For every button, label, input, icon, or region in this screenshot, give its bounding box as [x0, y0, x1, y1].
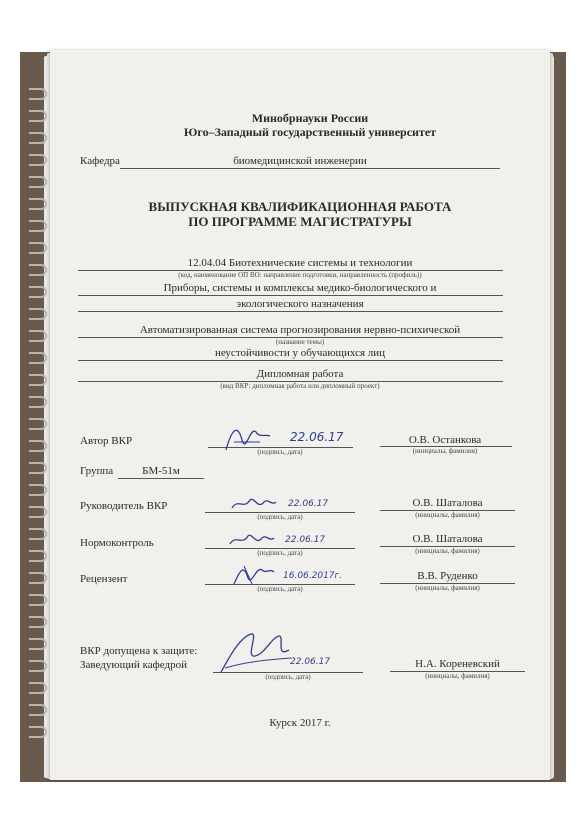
group-label: Группа [80, 465, 114, 477]
head-date: 22.06.17 [290, 657, 331, 667]
reviewer-name: В.В. Руденко [417, 570, 478, 582]
topic-line-2: неустойчивости у обучающихся лиц [214, 347, 386, 359]
title-line-1: ВЫПУСКНАЯ КВАЛИФИКАЦИОННАЯ РАБОТА [148, 199, 452, 214]
supervisor-name-caption: (инициалы, фамилия) [415, 511, 480, 519]
direction-caption: (код, наименование ОП ВО: направление подготовки, направленность (профиль)) [178, 271, 422, 279]
head-name: Н.А. Кореневский [415, 658, 500, 670]
department-underline [120, 168, 500, 169]
supervisor-signature [228, 494, 278, 514]
profile-underline-1 [78, 295, 503, 296]
group-value: БМ-51м [142, 465, 180, 477]
city-year: Курск 2017 г. [269, 717, 331, 729]
profile-line-1: Приборы, системы и комплексы медико-биологического и [163, 282, 437, 294]
reviewer-role: Рецензент [80, 573, 128, 585]
topic-underline-2 [78, 360, 503, 361]
normcontrol-signature [226, 530, 278, 550]
topic-caption: (название темы) [275, 338, 325, 346]
supervisor-name: О.В. Шаталова [412, 497, 483, 509]
direction-code: 12.04.04 Биотехнические системы и технологии [187, 257, 413, 269]
university-name: Юго–Западный государственный университет [183, 125, 437, 139]
supervisor-date: 22.06.17 [288, 499, 329, 509]
work-type-caption: (вид ВКР: дипломная работа или дипломный проект) [220, 382, 380, 390]
head-signature [215, 628, 295, 678]
reviewer-signature [228, 560, 278, 588]
title-line-2: ПО ПРОГРАММЕ МАГИСТРАТУРЫ [188, 214, 412, 229]
profile-line-2: экологического назначения [236, 298, 364, 310]
author-date: 22.06.17 [290, 430, 344, 444]
department-label: Кафедра [80, 155, 120, 167]
supervisor-signature-caption: (подпись, дата) [257, 513, 303, 521]
author-role: Автор ВКР [80, 435, 133, 447]
department-value: биомедицинской инженерии [233, 155, 367, 167]
supervisor-role: Руководитель ВКР [80, 500, 168, 512]
reviewer-signature-caption: (подпись, дата) [257, 585, 303, 593]
normcontrol-name-caption: (инициалы, фамилия) [415, 547, 480, 555]
normcontrol-date: 22.06.17 [285, 535, 326, 545]
author-name: О.В. Останкова [408, 434, 482, 446]
normcontrol-signature-caption: (подпись, дата) [257, 549, 303, 557]
normcontrol-role: Нормоконтроль [80, 537, 154, 549]
reviewer-date: 16.06.2017г. [283, 571, 343, 581]
head-name-caption: (инициалы, фамилия) [425, 672, 490, 680]
profile-underline-2 [78, 311, 503, 312]
author-signature-caption: (подпись, дата) [257, 448, 303, 456]
author-name-caption: (инициалы, фамилия) [412, 447, 478, 455]
ministry-name: Минобрнауки России [251, 111, 369, 125]
normcontrol-name: О.В. Шаталова [412, 533, 483, 545]
reviewer-name-caption: (инициалы, фамилия) [415, 584, 480, 592]
work-type-value: Дипломная работа [256, 368, 344, 380]
admission-line-1: ВКР допущена к защите: [80, 645, 198, 657]
topic-line-1: Автоматизированная система прогнозирования нервно-психической [139, 324, 461, 336]
admission-line-2: Заведующий кафедрой [80, 659, 187, 671]
head-signature-caption: (подпись, дата) [265, 673, 311, 681]
group-underline [118, 478, 204, 479]
